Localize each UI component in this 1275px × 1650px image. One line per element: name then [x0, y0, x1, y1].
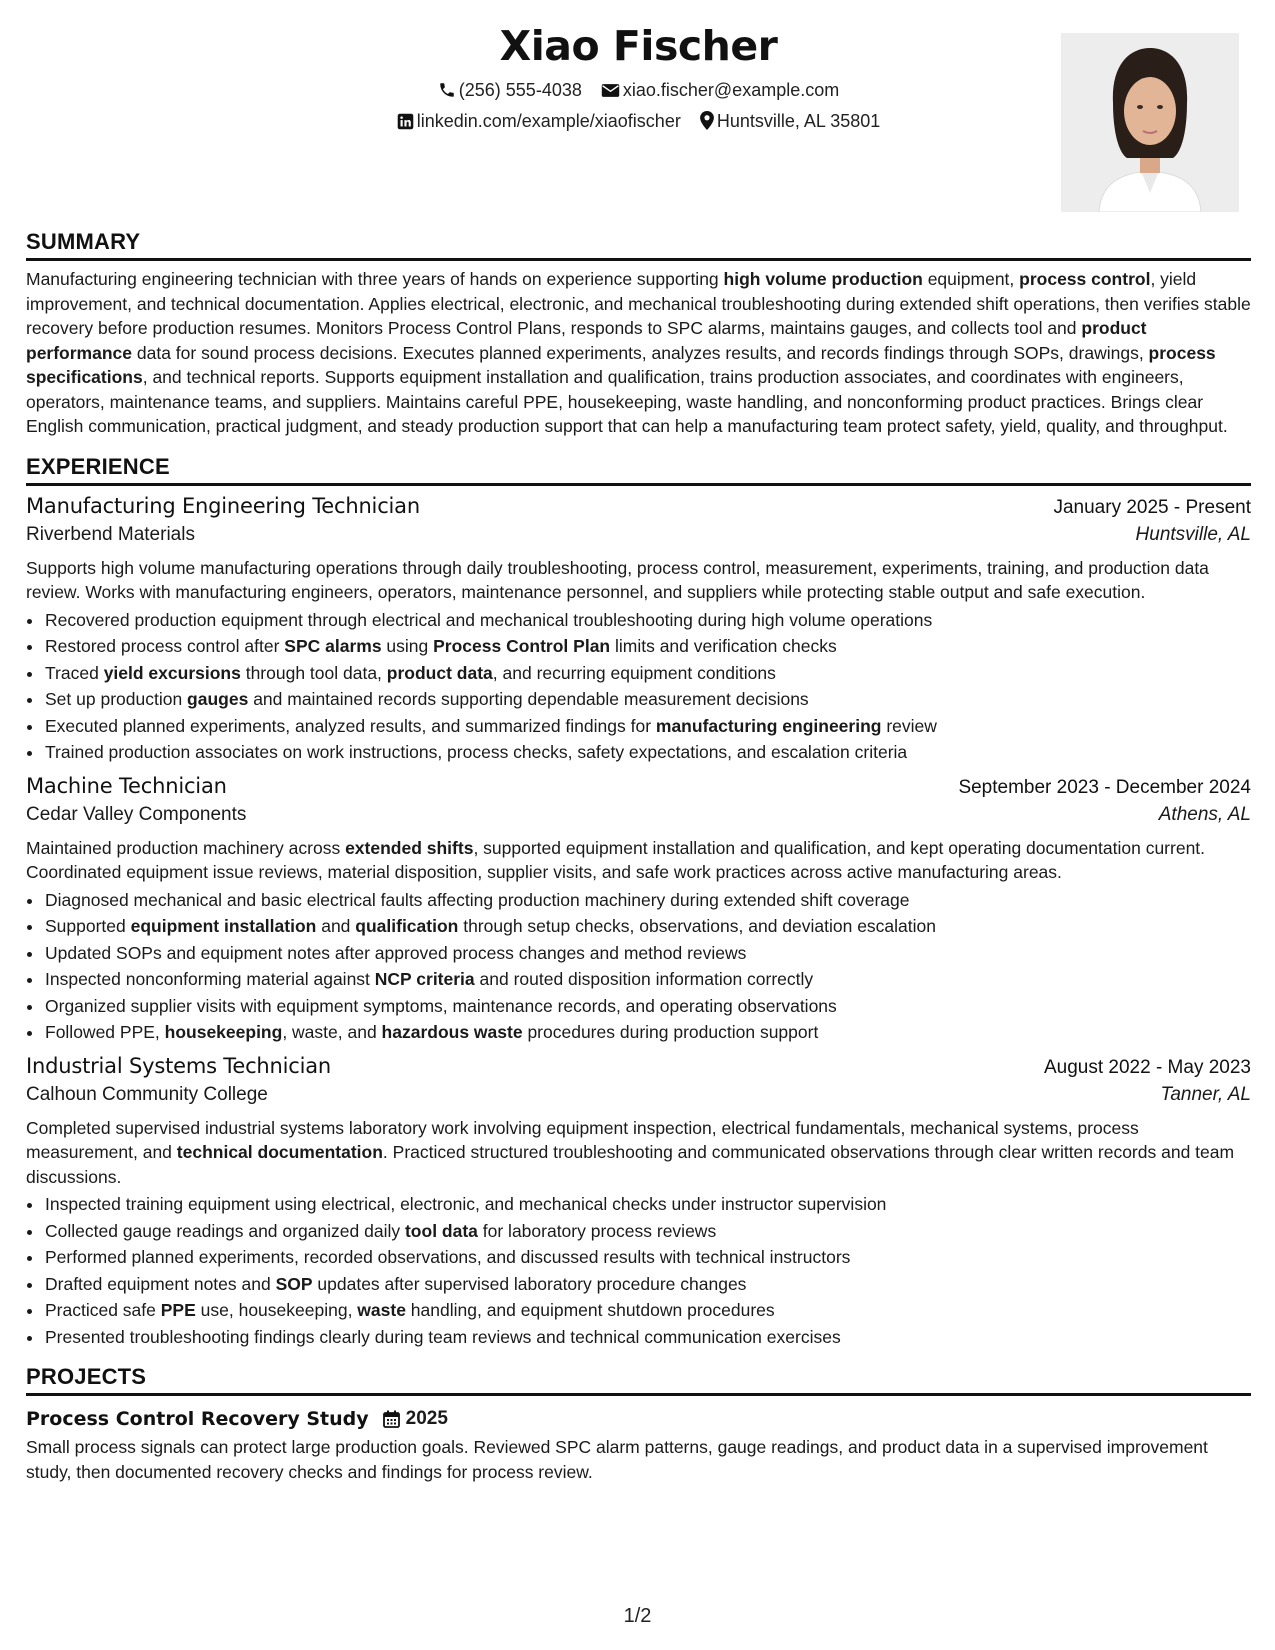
project-header [26, 1405, 1251, 1433]
job-bullet: • Collected gauge readings and organized daily tool data for laboratory process reviews [44, 1218, 1251, 1245]
job-description: Maintained production machinery across extended shifts, supported equipment installation and qualification, and kept operating documentation current. Coordinated equipment issue reviews, material disposition, supplier visits, and safe work practices across active manufacturing areas. [26, 837, 1206, 882]
linkedin-icon [397, 113, 414, 130]
summary-heading: SUMMARY [26, 229, 1251, 261]
email-text: xiao.fischer@example.com [622, 80, 840, 100]
job-location: Athens, AL [1158, 803, 1251, 825]
job-bullet: • Trained production associates on work instructions, process checks, safety expectations, and escalation criteria [44, 739, 1251, 766]
envelope-icon [601, 82, 620, 99]
project-title: Process Control Recovery Study [26, 1408, 369, 1430]
job-title: Machine Technician [26, 773, 227, 798]
resume-header [26, 0, 1251, 215]
job-bullet: • Diagnosed mechanical and basic electrical faults affecting production machinery during extended shift coverage [44, 887, 1251, 914]
job-dates: January 2025 - Present [1053, 496, 1251, 518]
job-bullet: • Inspected nonconforming material against NCP criteria and routed disposition information correctly [44, 966, 1251, 993]
job-company: Cedar Valley Components [26, 803, 247, 825]
project-year: 2025 [405, 1408, 448, 1429]
job-bullet: • Traced yield excursions through tool data, product data, and recurring equipment conditions [44, 660, 1251, 687]
contact-email [601, 80, 839, 101]
contact-phone [438, 80, 582, 101]
contact-location [700, 111, 880, 132]
job-bullets [26, 887, 1251, 1046]
job-bullet: • Updated SOPs and equipment notes after approved process changes and method reviews [44, 940, 1251, 967]
candidate-name: Xiao Fischer [499, 22, 778, 70]
job-bullet: • Supported equipment installation and qualification through setup checks, observations, and deviation escalation [44, 913, 1251, 940]
projects-heading: PROJECTS [26, 1364, 1251, 1396]
job-dates: September 2023 - December 2024 [958, 776, 1251, 798]
job-company: Riverbend Materials [26, 523, 195, 545]
location-text: Huntsville, AL 35801 [716, 111, 881, 131]
calendar-icon [383, 1410, 400, 1428]
job-bullet: • Recovered production equipment through electrical and mechanical troubleshooting during high volume operations [44, 607, 1251, 634]
job-bullet: • Restored process control after SPC alarms using Process Control Plan limits and verification checks [44, 633, 1251, 660]
job-bullet: • Performed planned experiments, recorded observations, and discussed results with technical instructors [44, 1244, 1251, 1271]
job-company: Calhoun Community College [26, 1083, 268, 1105]
job-title: Industrial Systems Technician [26, 1053, 332, 1078]
resume-page [26, 0, 1251, 1650]
job-bullet: • Executed planned experiments, analyzed results, and summarized findings for manufacturing engineering review [44, 713, 1251, 740]
job-entry [26, 494, 1251, 766]
profile-photo [1061, 33, 1239, 212]
job-description: Completed supervised industrial systems laboratory work involving equipment inspection, electrical fundamentals, mechanical systems, process measurement, and technical documentation. Practiced structured troubleshooting and communicated observations through clear written records and team discussions. [26, 1117, 1235, 1187]
job-entry [26, 774, 1251, 1046]
job-bullet: • Drafted equipment notes and SOP updates after supervised laboratory procedure changes [44, 1271, 1251, 1298]
job-bullet: • Set up production gauges and maintained records supporting dependable measurement decisions [44, 686, 1251, 713]
map-pin-icon [700, 111, 714, 130]
job-bullet: • Organized supplier visits with equipment symptoms, maintenance records, and operating observations [44, 993, 1251, 1020]
summary-text: Manufacturing engineering technician with three years of hands on experience supporting high volume production equipment, process control, yield improvement, and technical documentation. Applies electrical, electronic, and mechanical troubleshooting during extended shift operations, then verifies stable recovery before production resumes. Monitors Process Control Plans, responds to SPC alarms, maintains gauges, and collects tool and product performance data for sound process decisions. Executes planned experiments, analyzes results, and records findings through SOPs, drawings, process specifications, and technical reports. Supports equipment installation and qualification, trains production associates, and coordinates with engineers, operators, maintenance teams, and suppliers. Maintains careful PPE, housekeeping, waste handling, and nonconforming product practices. Brings clear English communication, practical judgment, and steady production support that can help a manufacturing team protect safety, yield, quality, and throughput. [26, 269, 1251, 436]
job-title: Manufacturing Engineering Technician [26, 493, 420, 518]
job-bullet: • Practiced safe PPE use, housekeeping, waste handling, and equipment shutdown procedures [44, 1297, 1251, 1324]
job-bullets [26, 1191, 1251, 1350]
job-bullets [26, 607, 1251, 766]
job-entry [26, 1054, 1251, 1351]
job-location: Huntsville, AL [1135, 523, 1251, 545]
page-number: 1/2 [623, 1605, 652, 1627]
job-description: Supports high volume manufacturing operations through daily troubleshooting, process control, measurement, experiments, training, and production data review. Works with manufacturing engineers, operators, maintenance personnel, and suppliers while protecting stable output and safe execution. [26, 557, 1209, 602]
job-location: Tanner, AL [1160, 1083, 1251, 1105]
job-dates: August 2022 - May 2023 [1043, 1056, 1251, 1078]
phone-icon [438, 81, 456, 99]
contact-linkedin [397, 111, 681, 132]
project-description: Small process signals can protect large production goals. Reviewed SPC alarm patterns, gauge readings, and product data in a supervised improvement study, then documented recovery checks and findings for process review. [26, 1437, 1208, 1482]
linkedin-text: linkedin.com/example/xiaofischer [416, 111, 681, 131]
job-bullet: • Followed PPE, housekeeping, waste, and hazardous waste procedures during production support [44, 1019, 1251, 1046]
phone-text: (256) 555-4038 [458, 80, 582, 100]
job-bullet: • Presented troubleshooting findings clearly during team reviews and technical communication exercises [44, 1324, 1251, 1351]
experience-heading: EXPERIENCE [26, 454, 1251, 486]
job-bullet: • Inspected training equipment using electrical, electronic, and mechanical checks under instructor supervision [44, 1191, 1251, 1218]
